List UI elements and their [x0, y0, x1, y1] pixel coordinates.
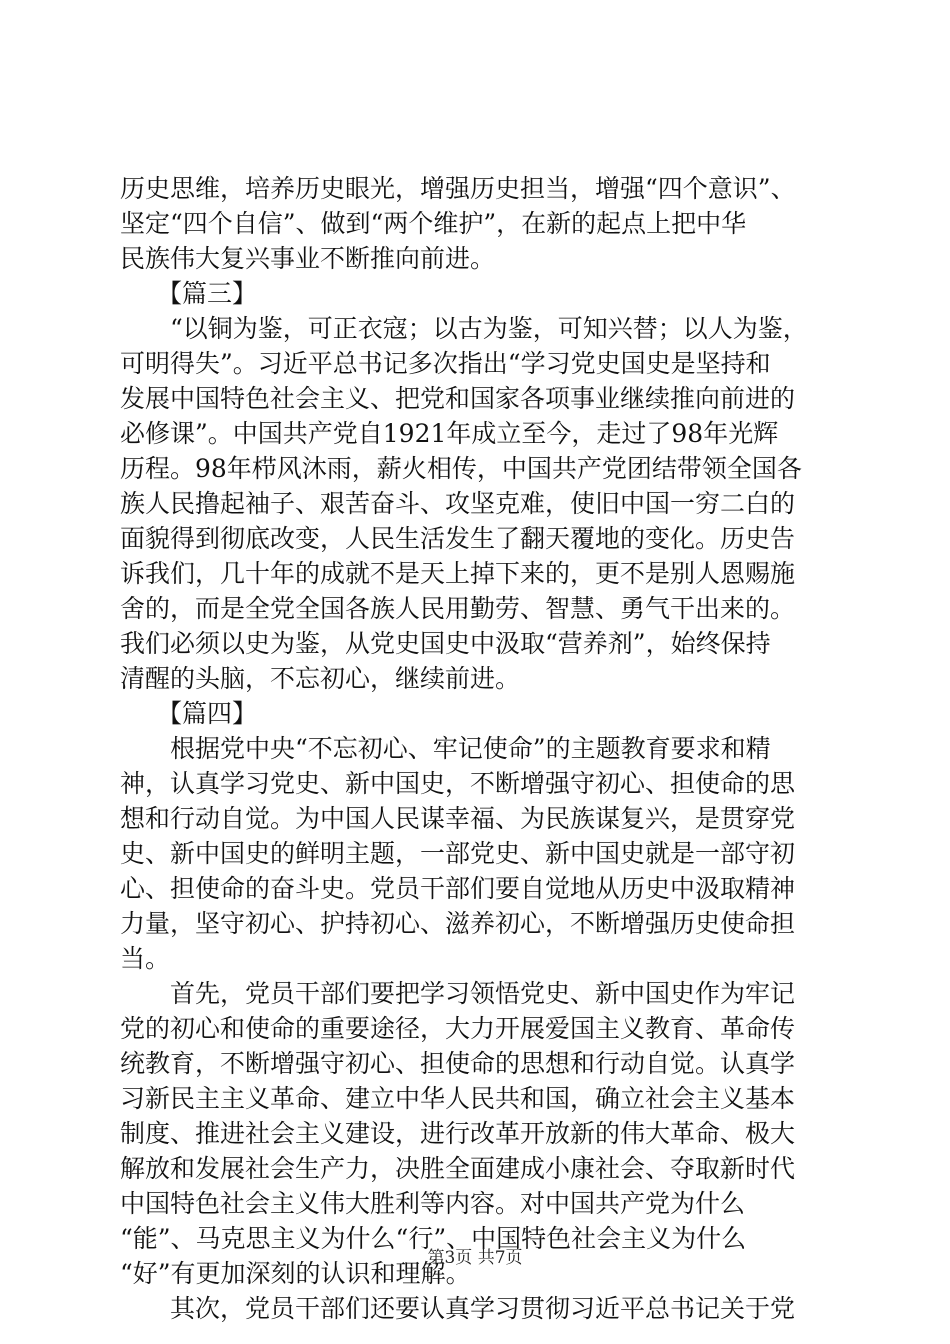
text-line: 根据党中央“不忘初心、牢记使命”的主题教育要求和精 — [120, 734, 771, 763]
text-line: 心、担使命的奋斗史。党员干部们要自觉地从历史中汲取精神 — [120, 874, 796, 903]
paragraph — [120, 731, 836, 976]
text-line: 【篇三】 — [157, 279, 258, 308]
page-footer: 第3页 共7页 — [427, 1248, 523, 1268]
text-line: 首先，党员干部们要把学习领悟党史、新中国史作为牢记 — [120, 979, 796, 1008]
text-line: 可明得失”。习近平总书记多次指出“学习党史国史是坚持和 — [120, 349, 771, 378]
text-line: 我们必须以史为鉴，从党史国史中汲取“营养剂”，始终保持 — [120, 629, 771, 658]
text-line: “好”有更加深刻的认识和理解。 — [120, 1259, 471, 1288]
text-line: “以铜为鉴，可正衣寇；以古为鉴，可知兴替；以人为鉴， — [120, 314, 808, 343]
text-line: 史、新中国史的鲜明主题，一部党史、新中国史就是一部守初 — [120, 839, 796, 868]
text-line: 坚定“四个自信”、做到“两个维护”，在新的起点上把中华 — [120, 209, 747, 238]
section-heading — [120, 276, 836, 311]
paragraph — [120, 311, 836, 696]
text-line: 民族伟大复兴事业不断推向前进。 — [120, 244, 496, 273]
paragraph — [120, 171, 836, 276]
text-line: 党的初心和使命的重要途径，大力开展爱国主义教育、革命传 — [120, 1014, 796, 1043]
paragraph — [120, 1291, 836, 1326]
text-line: 清醒的头脑，不忘初心，继续前进。 — [120, 664, 521, 693]
text-line: “能”、马克思主义为什么“行”、中国特色社会主义为什么 — [120, 1224, 747, 1253]
text-line: 神，认真学习党史、新中国史，不断增强守初心、担使命的思 — [120, 769, 796, 798]
text-line: 制度、推进社会主义建设，进行改革开放新的伟大革命、极大 — [120, 1119, 796, 1148]
text-line: 族人民撸起袖子、艰苦奋斗、攻坚克难，使旧中国一穷二白的 — [120, 489, 796, 518]
text-line: 中国特色社会主义伟大胜利等内容。对中国共产党为什么 — [120, 1189, 746, 1218]
text-line: 历程。98年栉风沐雨，薪火相传，中国共产党团结带领全国各 — [120, 454, 802, 483]
text-line: 【篇四】 — [157, 699, 258, 728]
text-line: 统教育，不断增强守初心、担使命的思想和行动自觉。认真学 — [120, 1049, 796, 1078]
text-line: 想和行动自觉。为中国人民谋幸福、为民族谋复兴，是贯穿党 — [120, 804, 796, 833]
text-line: 当。 — [120, 944, 171, 973]
text-line: 力量，坚守初心、护持初心、滋养初心，不断增强历史使命担 — [120, 909, 796, 938]
text-line: 诉我们，几十年的成就不是天上掉下来的，更不是别人恩赐施 — [120, 559, 796, 588]
text-line: 其次，党员干部们还要认真学习贯彻习近平总书记关于党 — [120, 1294, 796, 1323]
text-line: 习新民主主义革命、建立中华人民共和国，确立社会主义基本 — [120, 1084, 796, 1113]
text-line: 解放和发展社会生产力，决胜全面建成小康社会、夺取新时代 — [120, 1154, 796, 1183]
text-line: 发展中国特色社会主义、把党和国家各项事业继续推向前进的 — [120, 384, 796, 413]
text-line: 历史思维，培养历史眼光，增强历史担当，增强“四个意识”、 — [120, 174, 796, 203]
text-line: 面貌得到彻底改变，人民生活发生了翻天覆地的变化。历史告 — [120, 524, 796, 553]
document-body — [120, 171, 836, 1326]
section-heading — [120, 696, 836, 731]
text-line: 必修课”。中国共产党自1921年成立至今，走过了98年光辉 — [120, 419, 779, 448]
text-line: 舍的，而是全党全国各族人民用勤劳、智慧、勇气干出来的。 — [120, 594, 796, 623]
